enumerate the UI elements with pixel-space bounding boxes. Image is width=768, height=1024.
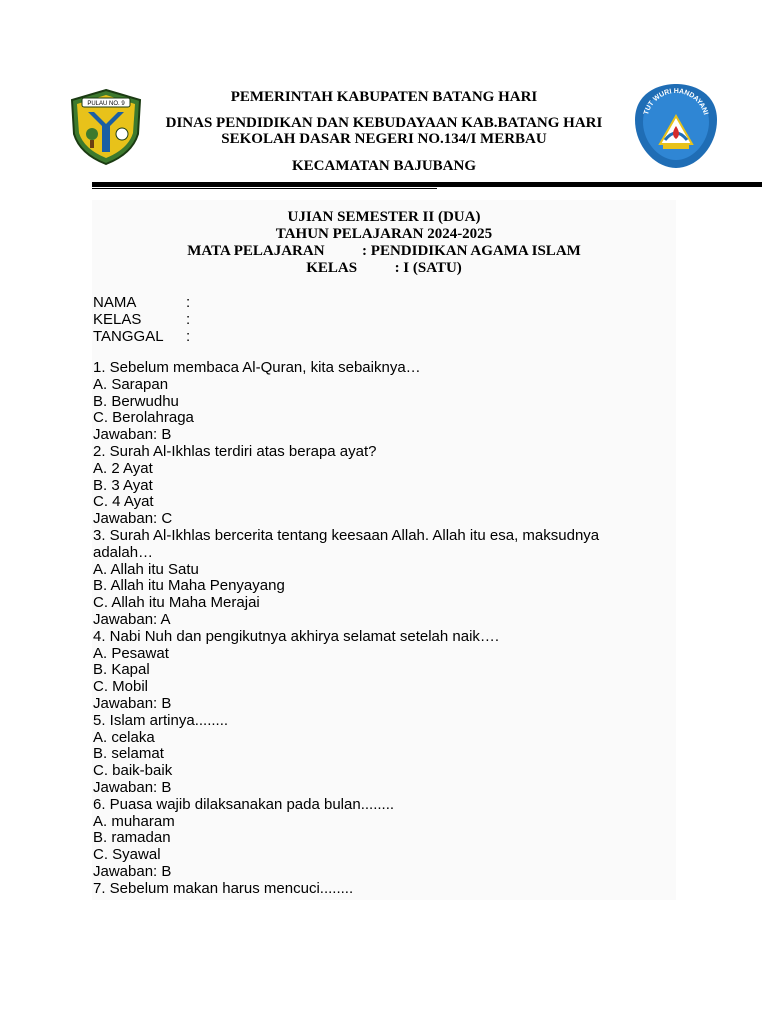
question-3-answer: Jawaban: A — [93, 610, 171, 628]
question-4: 4. Nabi Nuh dan pengikutnya akhirya selamat setelah naik…. — [93, 627, 500, 645]
question-2: 2. Surah Al-Ikhlas terdiri atas berapa ayat? — [93, 442, 377, 460]
exam-class-line — [92, 260, 676, 277]
exam-subject-line — [92, 243, 676, 260]
question-list — [93, 360, 653, 898]
question-1-option-a: A. Sarapan — [93, 375, 169, 393]
question-3-option-c: C. Allah itu Maha Merajai — [93, 594, 260, 612]
subject-label: MATA PELAJARAN — [187, 243, 325, 259]
question-3-option-a: A. Allah itu Satu — [93, 560, 199, 578]
crest-banner-text: PULAU NO. 9 — [87, 101, 125, 107]
question-5-option-a: A. celaka — [93, 728, 155, 746]
identity-date-field — [93, 328, 191, 345]
identity-name-label: NAMA — [93, 294, 137, 311]
question-2-answer: Jawaban: C — [93, 510, 173, 528]
question-6-answer: Jawaban: B — [93, 862, 172, 880]
identity-name-field — [93, 294, 191, 311]
question-2-option-a: A. 2 Ayat — [93, 459, 153, 477]
class-label: KELAS — [306, 260, 358, 276]
tut-wuri-motto: TUT WURI HANDAYANI — [643, 87, 709, 116]
letterhead-district: KECAMATAN BAJUBANG — [291, 158, 477, 174]
question-4-option-a: A. Pesawat — [93, 644, 169, 662]
identity-class-label: KELAS — [93, 311, 142, 328]
identity-class-colon: : — [186, 311, 191, 328]
question-6-option-c: C. Syawal — [93, 846, 161, 864]
letterhead-government: PEMERINTAH KABUPATEN BATANG HARI — [230, 89, 538, 105]
identity-date-label: TANGGAL — [93, 328, 164, 345]
subject-value: : PENDIDIKAN AGAMA ISLAM — [362, 243, 581, 259]
exam-title: UJIAN SEMESTER II (DUA) — [287, 209, 481, 225]
identity-date-colon: : — [186, 328, 191, 345]
question-2-option-b: B. 3 Ayat — [93, 476, 153, 494]
question-6: 6. Puasa wajib dilaksanakan pada bulan........ — [93, 795, 395, 813]
question-3: 3. Surah Al-Ikhlas bercerita tentang keesaan Allah. Allah itu esa, maksudnya adalah… — [93, 526, 600, 561]
question-3-option-b: B. Allah itu Maha Penyayang — [93, 577, 285, 595]
question-1-answer: Jawaban: B — [93, 426, 172, 444]
class-value: : I (SATU) — [394, 260, 462, 276]
question-5-option-b: B. selamat — [93, 745, 164, 763]
question-5: 5. Islam artinya........ — [93, 711, 229, 729]
question-1-option-b: B. Berwudhu — [93, 392, 179, 410]
letterhead-divider-thin — [92, 188, 437, 189]
identity-name-colon: : — [186, 294, 191, 311]
question-5-option-c: C. baik-baik — [93, 762, 173, 780]
question-6-option-a: A. muharam — [93, 812, 175, 830]
question-1-option-c: C. Berolahraga — [93, 409, 194, 427]
identity-class-field — [93, 311, 191, 328]
question-6-option-b: B. ramadan — [93, 829, 171, 847]
letterhead-school: SEKOLAH DASAR NEGERI NO.134/I MERBAU — [221, 131, 547, 147]
question-2-option-c: C. 4 Ayat — [93, 493, 154, 511]
letterhead-department: DINAS PENDIDIKAN DAN KEBUDAYAAN KAB.BATANG HARI — [165, 115, 603, 131]
exam-school-year: TAHUN PELAJARAN 2024-2025 — [275, 226, 493, 242]
question-4-option-b: B. Kapal — [93, 661, 150, 679]
question-7: 7. Sebelum makan harus mencuci........ — [93, 879, 354, 897]
question-5-answer: Jawaban: B — [93, 778, 172, 796]
question-4-option-c: C. Mobil — [93, 678, 149, 696]
question-1: 1. Sebelum membaca Al-Quran, kita sebaiknya… — [93, 359, 421, 376]
question-4-answer: Jawaban: B — [93, 694, 172, 712]
letterhead-divider-thick — [92, 182, 762, 187]
